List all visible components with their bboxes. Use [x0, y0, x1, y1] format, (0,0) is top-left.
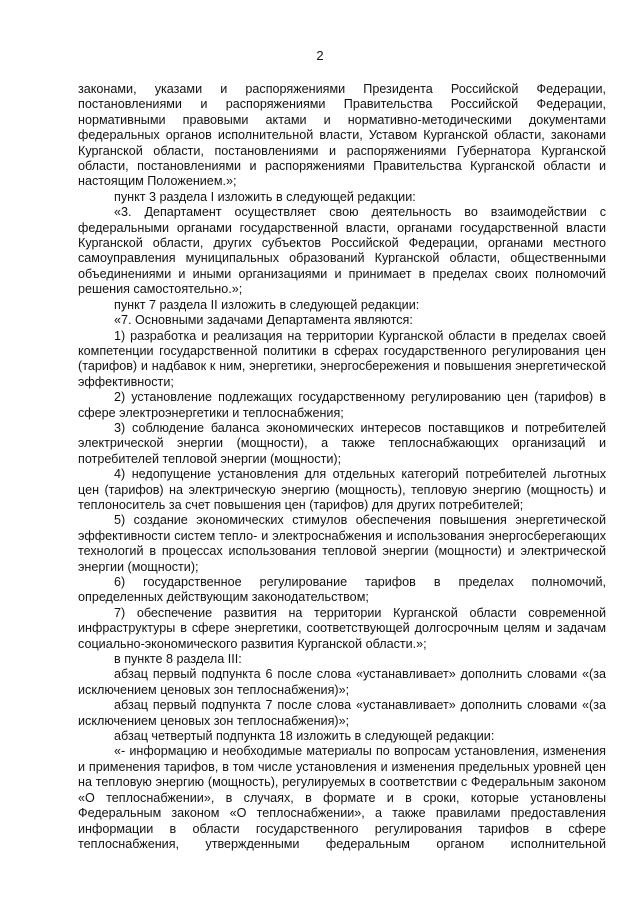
- paragraph: 3) соблюдение баланса экономических интересов поставщиков и потребителей электрической энергии (мощности), а также теплоснабжающих организаций и потребителей тепловой энергии (мощности);: [78, 420, 606, 466]
- paragraph: пункт 7 раздела II изложить в следующей редакции:: [114, 297, 420, 312]
- paragraph: «7. Основными задачами Департамента являются:: [114, 313, 413, 328]
- paragraph: абзац первый подпункта 7 после слова «устанавливает» дополнить словами «(за исключением ценовых зон теплоснабжения)»;: [78, 698, 606, 728]
- paragraph: 2) установление подлежащих государственному регулированию цен (тарифов) в сфере электроэнергетики и теплоснабжения;: [78, 390, 606, 420]
- paragraph: абзац четвертый подпункта 18 изложить в следующей редакции:: [114, 729, 495, 744]
- paragraph: в пункте 8 раздела III:: [114, 652, 242, 667]
- paragraph: «3. Департамент осуществляет свою деятельность во взаимодействии с федеральными органами государственной власти, органами государственной власти Курганской области, других субъектов Российской Федерации, органами местного самоуправления муниципальных образований Курганской области, общественными объединениями и иными организациями и принимает в пределах своих полномочий решения самостоятельно.»;: [78, 205, 606, 297]
- document-body: [78, 82, 606, 852]
- paragraph: законами, указами и распоряжениями Президента Российской Федерации, постановлениями и распоряжениями Правительства Российской Федерации, нормативными правовыми актами и нормативно-методическими документами федеральных органов исполнительной власти, Уставом Курганской области, законами Курганской области, постановлениями и распоряжениями Губернатора Курганской области, постановлениями и распоряжениями Правительства Курганской области и настоящим Положением.»;: [78, 82, 606, 189]
- paragraph: пункт 3 раздела I изложить в следующей редакции:: [114, 189, 416, 204]
- paragraph: 5) создание экономических стимулов обеспечения повышения энергетической эффективности систем тепло- и электроснабжения и использования энергосберегающих технологий в процессах использования тепловой энергии (мощности) и электрической энергии (мощности);: [78, 513, 606, 574]
- paragraph: 1) разработка и реализация на территории Курганской области в пределах своей компетенции государственной политики в сферах государственного регулирования цен (тарифов) и надбавок к ним, энергетики, энергосбережения и повышения энергетической эффективности;: [78, 328, 606, 389]
- paragraph: «- информацию и необходимые материалы по вопросам установления, изменения и применения тарифов, в том числе установления и изменения предельных уровней цен на тепловую энергию (мощность), регулируемых в соответствии с Федеральным законом «О теплоснабжении», в случаях, в формате и в сроки, которые установлены Федеральным законом «О теплоснабжении», а также правилами предоставления информации в области государственного регулирования тарифов в сфере теплоснабжения, утвержденными федеральным органом исполнительной: [78, 744, 606, 851]
- paragraph: 7) обеспечение развития на территории Курганской области современной инфраструктуры в сфере энергетики, соответствующей долгосрочным целям и задачам социально-экономического развития Курганской области.»;: [78, 605, 606, 651]
- page-number: 2: [316, 48, 324, 63]
- paragraph: 6) государственное регулирование тарифов в пределах полномочий, определенных действующим законодательством;: [78, 575, 606, 605]
- paragraph: абзац первый подпункта 6 после слова «устанавливает» дополнить словами «(за исключением ценовых зон теплоснабжения)»;: [78, 667, 606, 697]
- paragraph: 4) недопущение установления для отдельных категорий потребителей льготных цен (тарифов) на электрическую энергию (мощность), тепловую энергию (мощность) и теплоноситель за счет повышения цен (тарифов) для других потребителей;: [78, 467, 606, 512]
